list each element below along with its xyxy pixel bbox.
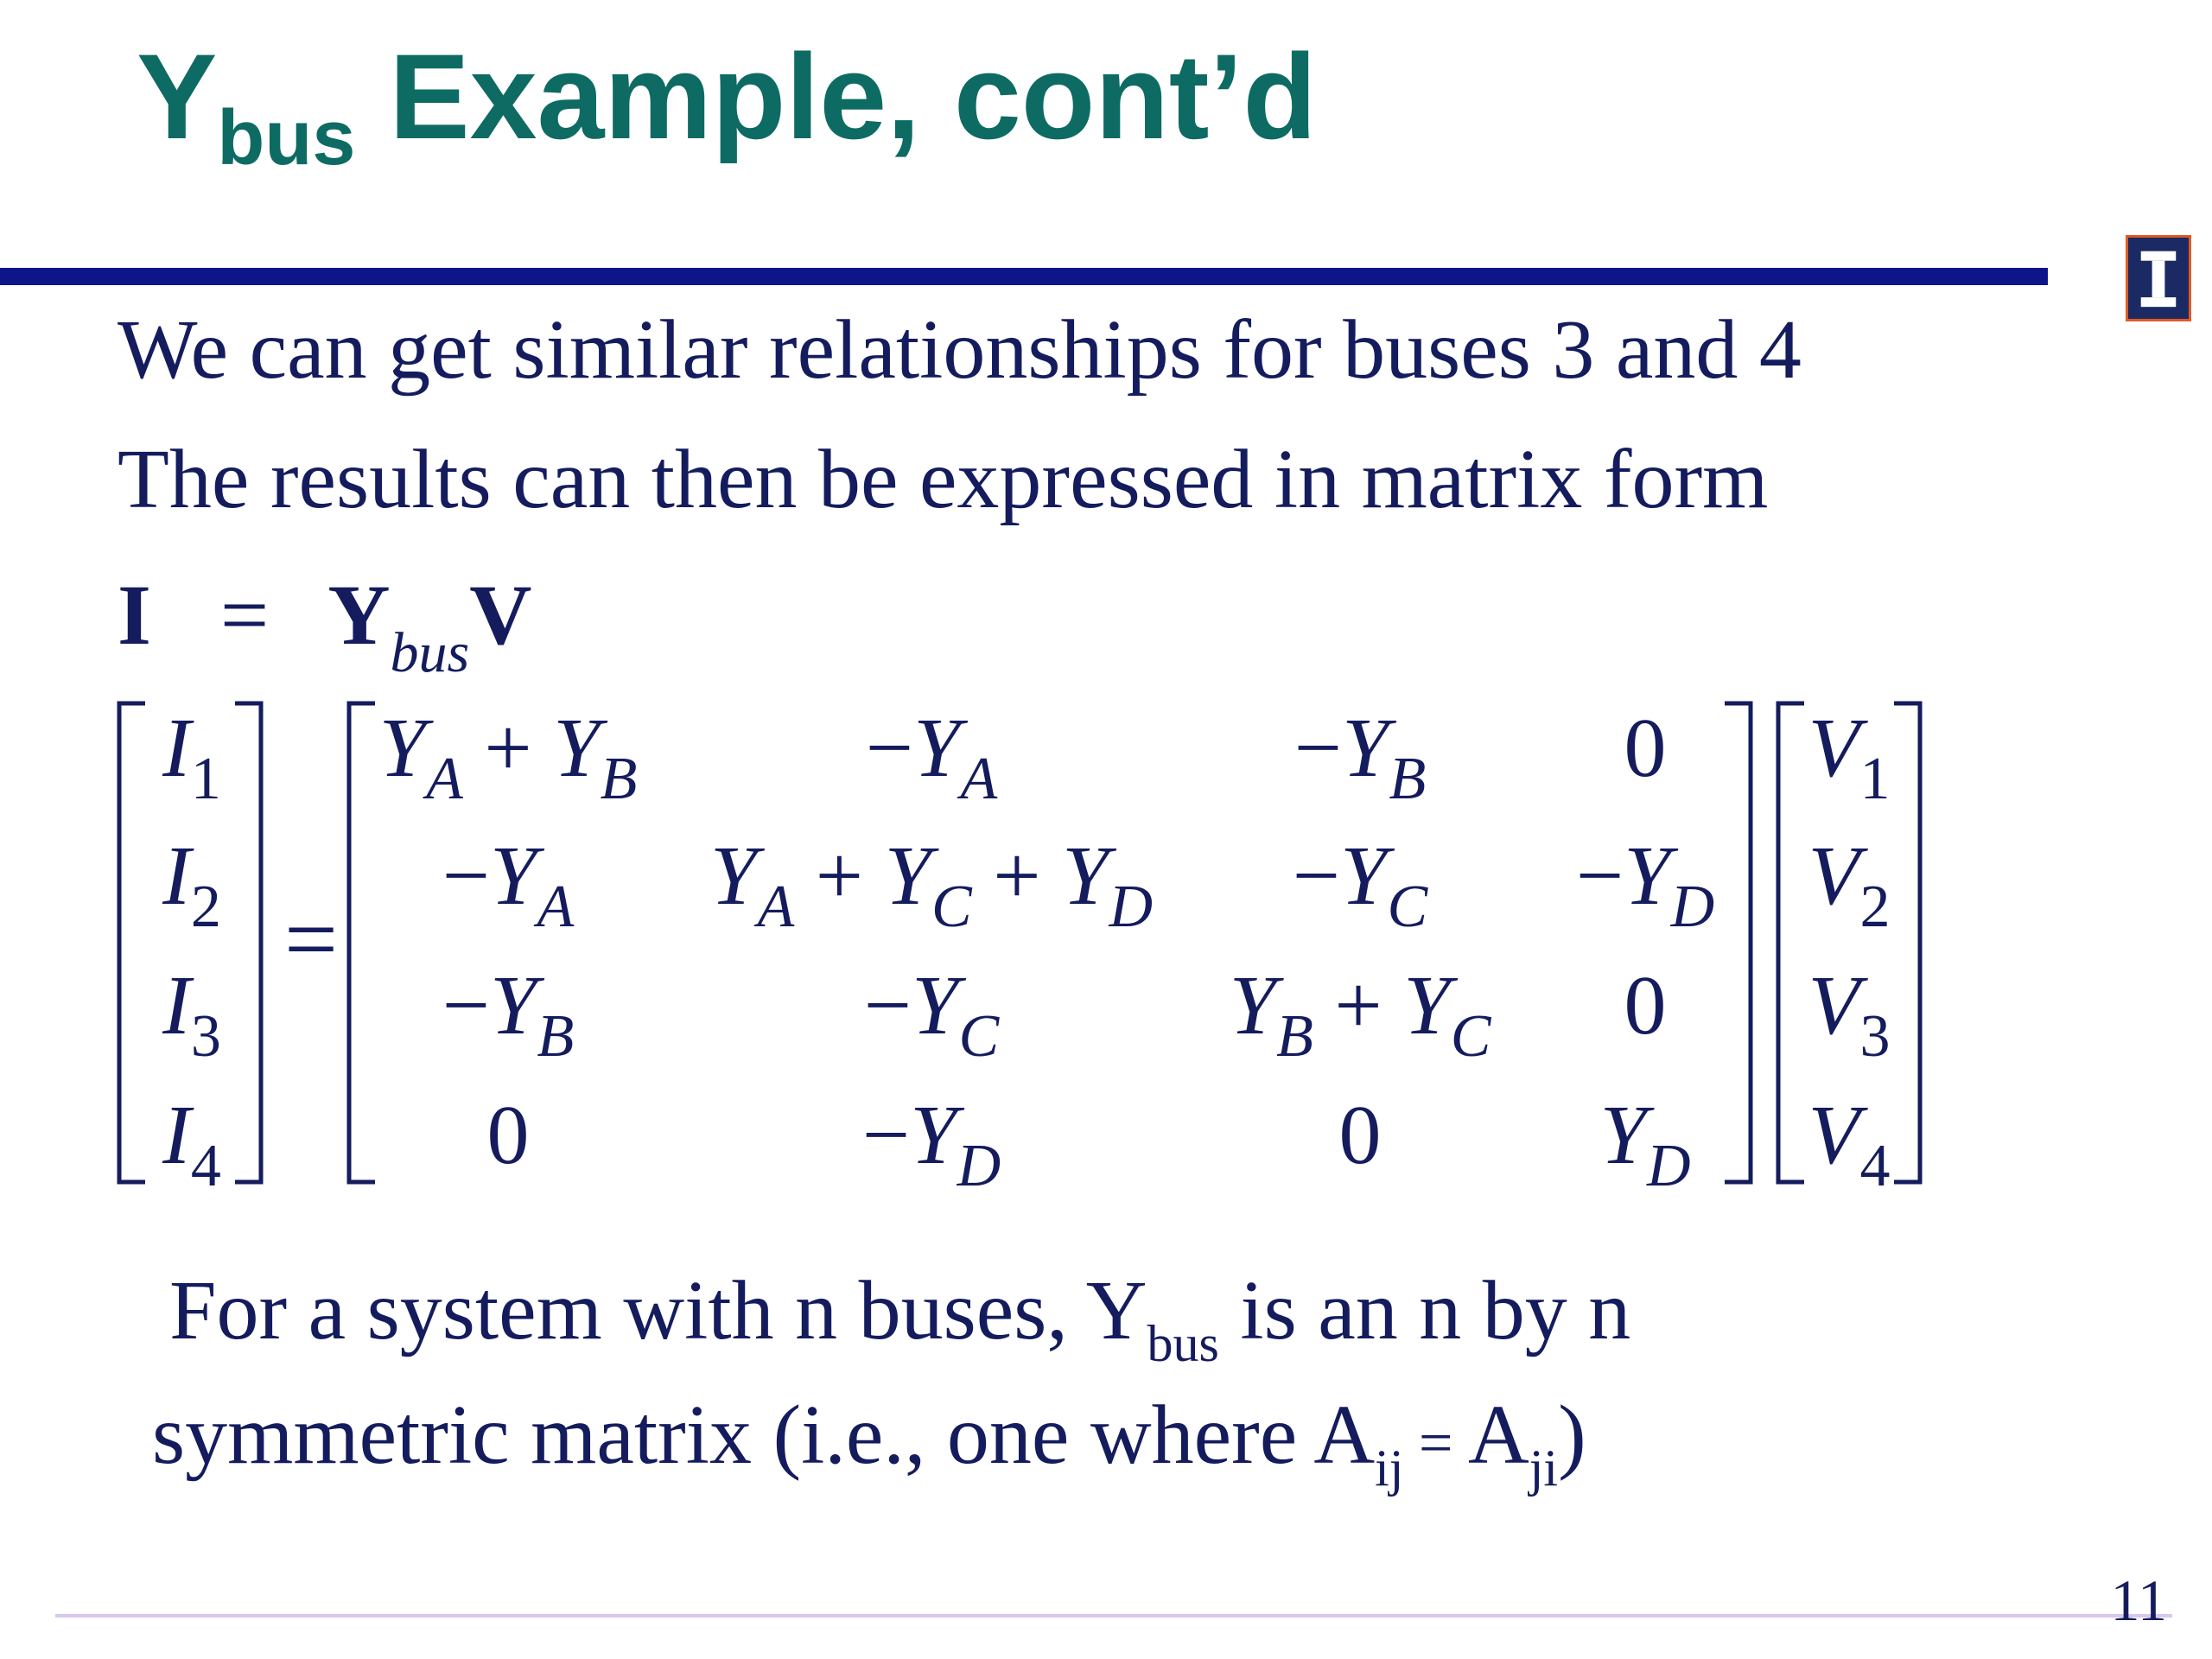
note-equals: = [1403,1410,1468,1477]
ybus-matrix-cell: −YA [865,702,998,812]
current-vector-entry: I1 [162,702,221,812]
ybus-matrix-cell: −YD [861,1089,1001,1199]
note-text: is an n by n [1218,1264,1631,1357]
ybus-matrix-cell: −YB [442,959,575,1070]
title-y: Y [137,29,218,164]
note-subscript: ji [1529,1440,1559,1497]
equation-voltage: V [469,567,532,663]
matrix-equals-sign: = [283,887,339,992]
note-text: symmetric matrix (i.e., one where A [152,1389,1376,1482]
note-text: A [1467,1389,1529,1482]
ybus-matrix-cell: −YC [863,959,1000,1070]
ybus-matrix-cell: 0 [1624,702,1667,795]
ybus-matrix-cell: −YC [1292,830,1428,940]
current-vector-entry: I2 [162,830,221,940]
title-subscript: bus [217,95,356,181]
title-rest: Example, cont’d [355,29,1317,164]
note-line-2 [152,1389,1586,1497]
bullet-text: We can get similar relationships for buses 3 and 4 [118,303,1802,397]
note-subscript: bus [1147,1315,1219,1372]
ybus-left-bracket [349,703,375,1182]
ybus-matrix-cell: −YD [1575,830,1715,940]
current-vector-entry: I4 [162,1089,221,1199]
voltage-vector-right-bracket [1894,703,1920,1182]
ybus-matrix-cell: 0 [1338,1089,1382,1182]
voltage-vector-entry: V2 [1808,830,1891,940]
ybus-matrix-cell: YA + YC + YD [709,830,1154,940]
note-text: For a system with n buses, Y [169,1264,1147,1357]
ybus-matrix-cell: 0 [486,1089,530,1182]
page-number: 11 [2110,1567,2167,1633]
current-vector-entry: I3 [162,959,221,1070]
ybus-matrix-cell: −YA [442,830,575,940]
ybus-matrix-cell: YD [1599,1089,1691,1199]
voltage-vector-left-bracket [1778,703,1804,1182]
ybus-right-bracket [1725,703,1751,1182]
voltage-vector-entry: V1 [1808,702,1891,812]
ybus-matrix-cell: YA + YB [378,702,638,812]
equation-equals: = [219,567,270,663]
note-text: ) [1558,1389,1586,1482]
note-subscript: ij [1375,1440,1404,1497]
ybus-matrix-cell: YB + YC [1229,959,1491,1070]
bullet-text: The results can then be expressed in matrix form [118,433,1769,526]
equation-y-subscript: bus [390,621,470,684]
note-line-1 [169,1264,1631,1372]
equation-current: I [118,567,151,663]
voltage-vector-entry: V3 [1808,959,1891,1070]
voltage-vector-entry: V4 [1808,1089,1891,1199]
ybus-matrix-cell: −YB [1294,702,1427,812]
current-vector-left-bracket [119,703,145,1182]
footer-divider [55,1614,2172,1618]
current-vector-right-bracket [235,703,261,1182]
equation-y: Y [327,567,391,663]
ybus-matrix-cell: 0 [1624,959,1667,1052]
